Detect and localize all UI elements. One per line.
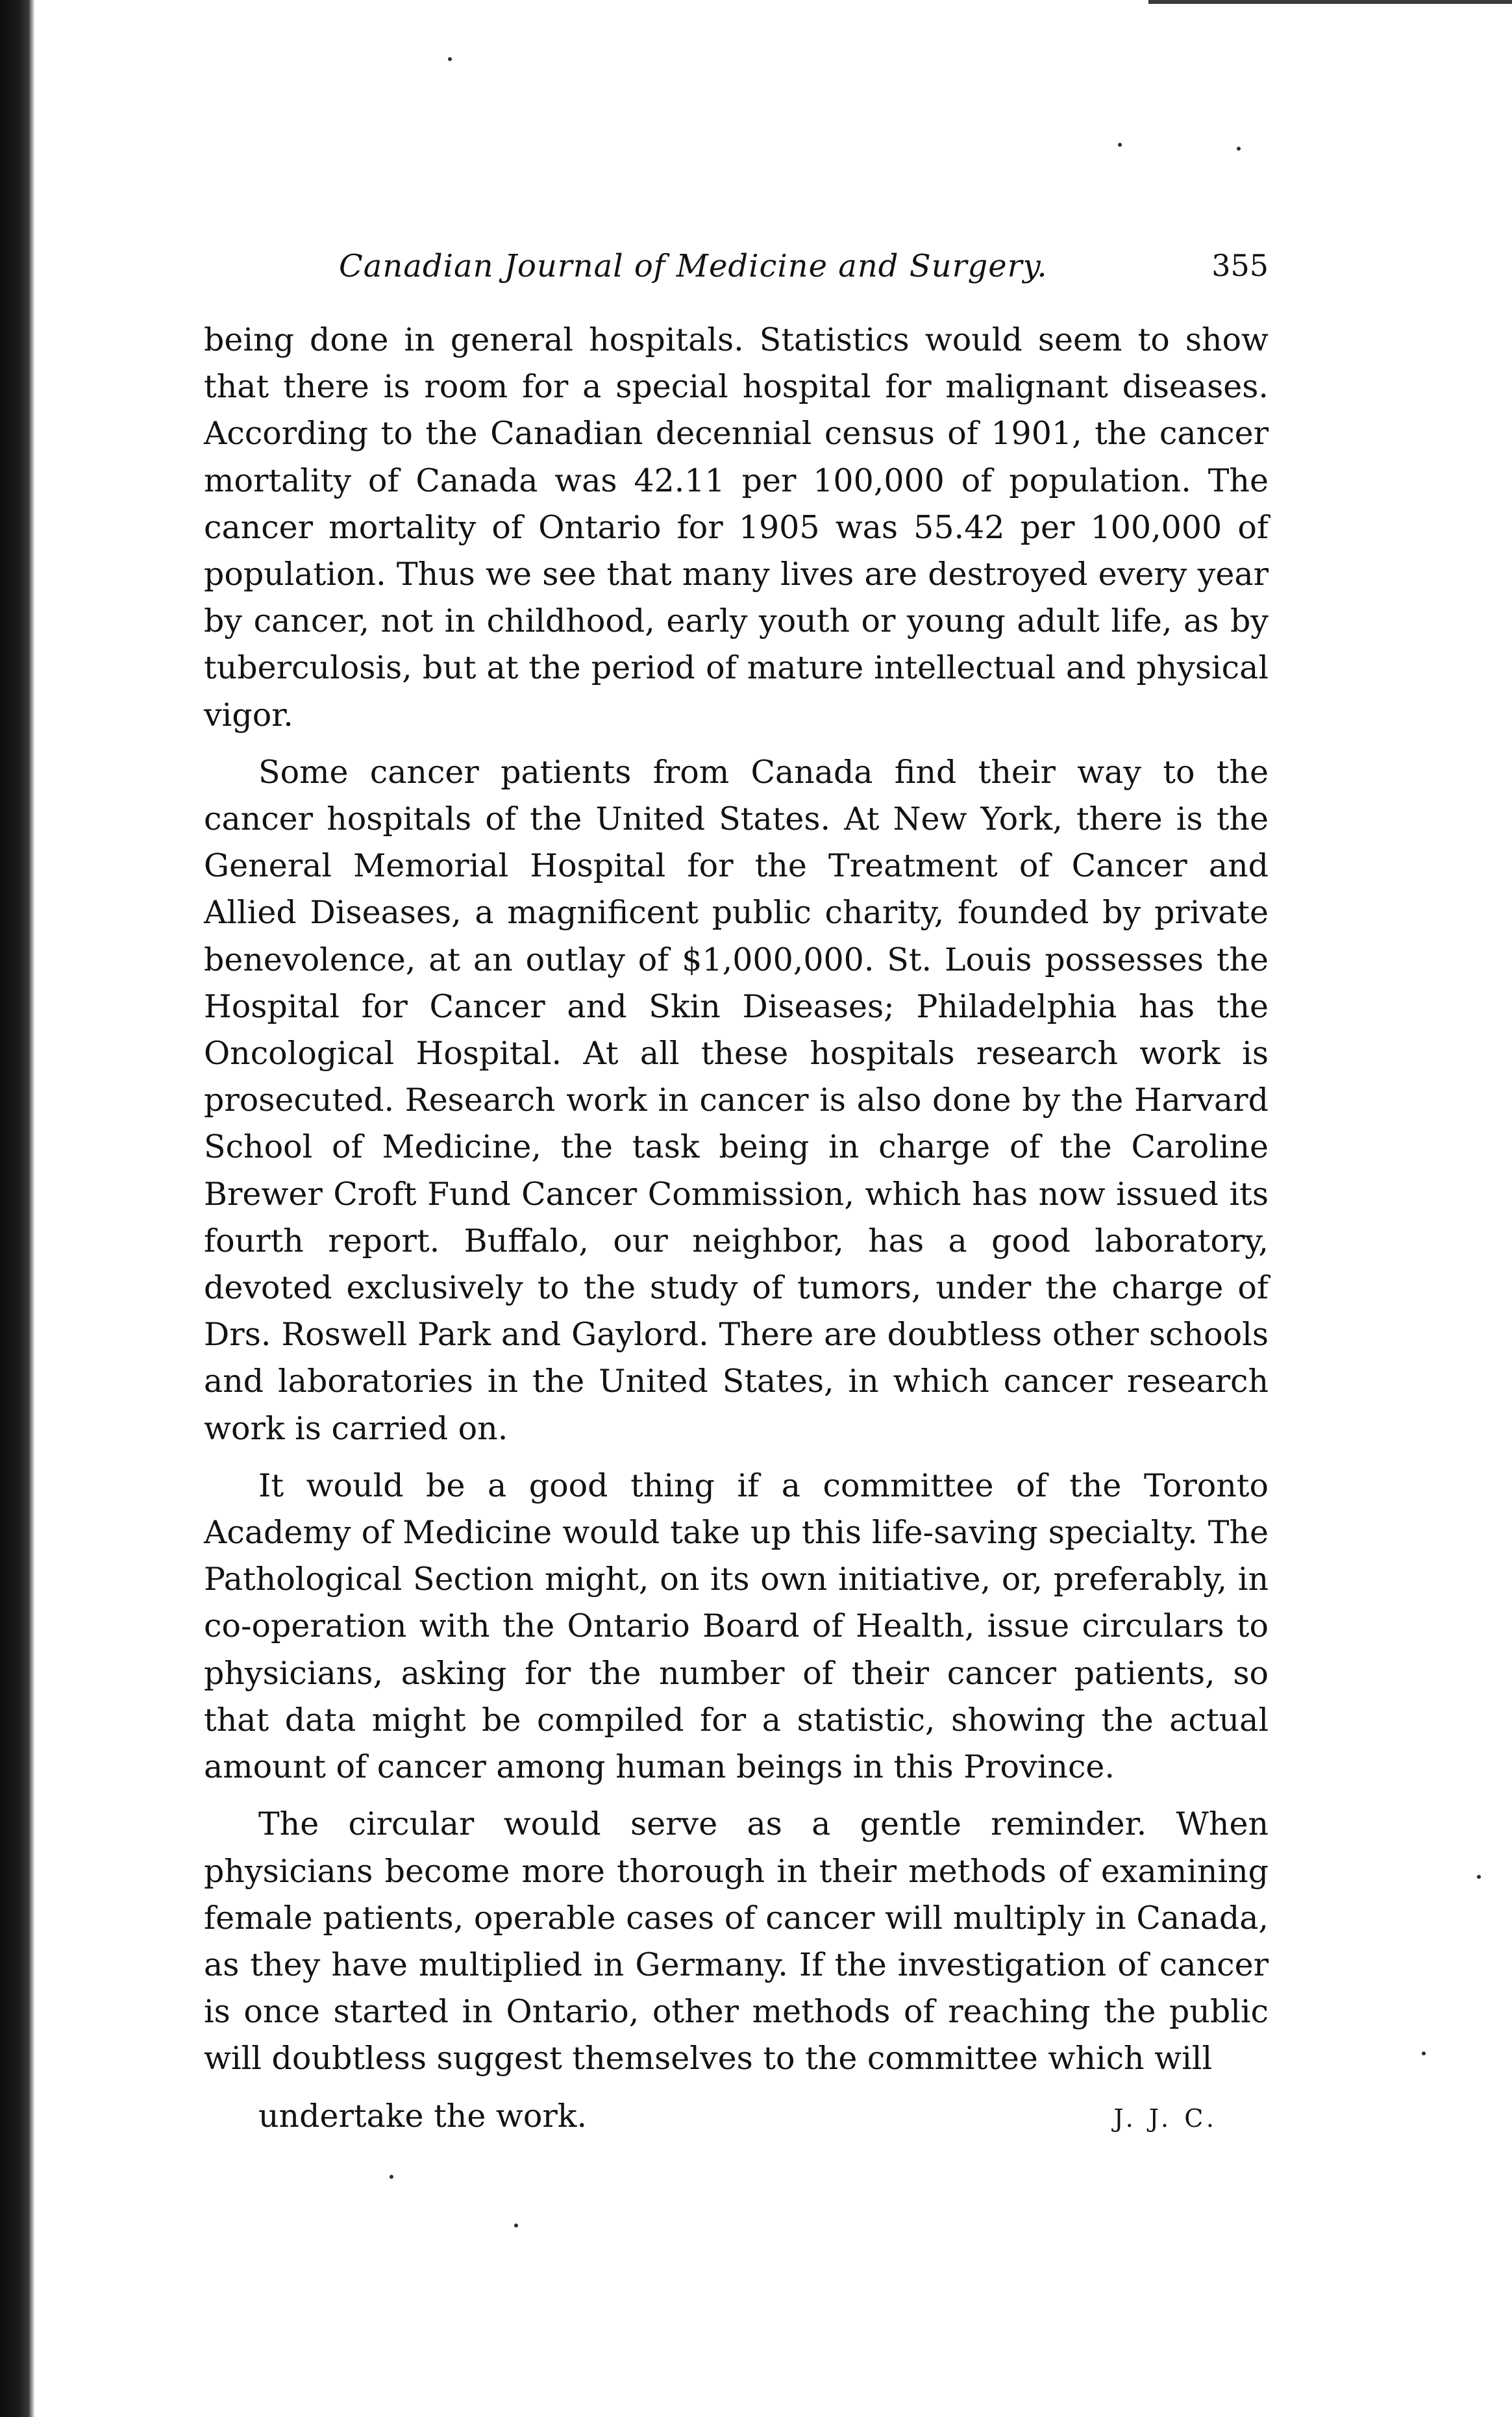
- paragraph: The circular would serve as a gentle reminder. When physicians become more thorough in their methods of examining female patients, operable cases of cancer will multiply in Canada, as they have multiplied in Germany. If the investigation of cancer is once started in Ontario, other methods of reaching the public will doubtless suggest themselves to the committee which will: [204, 1805, 1269, 2077]
- closing-line: [204, 2093, 1269, 2142]
- scan-speck: [1422, 2051, 1426, 2055]
- running-title: Canadian Journal of Medicine and Surgery.: [339, 248, 1048, 284]
- page-header: [204, 239, 1269, 297]
- scan-speck: [1477, 1875, 1481, 1879]
- scan-speck: [1237, 147, 1241, 151]
- page-binding-edge: [0, 0, 35, 2417]
- paragraph: being done in general hospitals. Statistics would seem to show that there is room for a special hospital for malignant diseases. According to the Canadian decennial census of 1901, the cancer mortality of Canada was 42.11 per 100,000 of population. The cancer mortality of Ontario for 1905 was 55.42 per 100,000 of population. Thus we see that many lives are destroyed every year by cancer, not in childhood, early youth or young adult life, as by tuberculosis, but at the period of mature intellectual and physical vigor.: [204, 321, 1269, 734]
- paragraph: It would be a good thing if a committee of the Toronto Academy of Medicine would take up this life-saving specialty. The Pathological Section might, on its own initiative, or, preferably, in co-operation with the Ontario Board of Health, issue circulars to physicians, asking for the number of their cancer patients, so that data might be compiled for a statistic, showing the actual amount of cancer among human beings in this Province.: [204, 1467, 1269, 1786]
- scan-speck: [448, 57, 452, 61]
- scan-top-edge-mark: [1148, 0, 1512, 4]
- scan-speck: [1118, 143, 1122, 147]
- author-signature: J. J. C.: [1113, 2103, 1218, 2133]
- article-body: [204, 317, 1269, 2142]
- scan-speck: [514, 2224, 518, 2227]
- page-number: 355: [1211, 248, 1269, 283]
- paragraph: Some cancer patients from Canada find their way to the cancer hospitals of the United States. At New York, there is the General Memorial Hospital for the Treatment of Cancer and Allied Diseases, a magnificent public charity, founded by private benevolence, at an outlay of $1,000,000. St. Louis possesses the Hospital for Cancer and Skin Diseases; Philadelphia has the Oncological Hospital. At all these hospitals research work is prosecuted. Research work in cancer is also done by the Harvard School of Medicine, the task being in charge of the Caroline Brewer Croft Fund Cancer Commission, which has now issued its fourth report. Buffalo, our neighbor, has a good laboratory, devoted exclusively to the study of tumors, under the charge of Drs. Roswell Park and Gaylord. There are doubtless other schools and laboratories in the United States, in which cancer research work is carried on.: [204, 753, 1269, 1447]
- closing-text: undertake the work.: [258, 2097, 588, 2135]
- scan-speck: [390, 2175, 393, 2179]
